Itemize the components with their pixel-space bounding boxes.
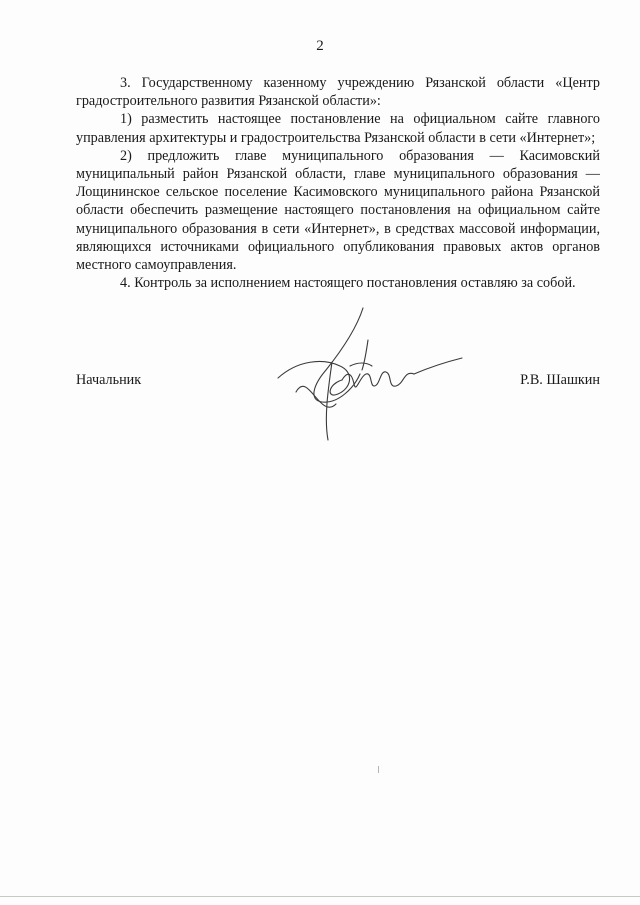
paragraph-item-3: 3. Государственному казенному учреждению Рязанской области «Центр градостроительного развития Рязанской области»:	[76, 75, 600, 110]
scan-bottom-edge	[0, 896, 640, 897]
signatory-name: Р.В. Шашкин	[520, 372, 600, 388]
paragraph-subitem-1: 1) разместить настоящее постановление на официальном сайте главного управления архитектуры и градостроительства Рязанской области в сети «Интернет»;	[76, 111, 600, 146]
document-body	[76, 74, 600, 292]
scan-speck	[378, 766, 379, 773]
signature-block	[76, 372, 600, 396]
paragraph-item-4: 4. Контроль за исполнением настоящего постановления оставляю за собой.	[120, 275, 576, 292]
page-number: 2	[316, 38, 324, 54]
paragraph-subitem-2: 2) предложить главе муниципального образования — Касимовский муниципальный район Рязанской области, главе муниципального образования — Лощининское сельское поселение Касимовского муниципального района Рязанской области обеспечить размещение настоящего постановления на официальном сайте муниципального образования в сети «Интернет», в средствах массовой информации, являющихся источниками официального опубликования правовых актов органов местного самоуправления.	[76, 147, 600, 274]
signatory-title: Начальник	[76, 372, 142, 388]
